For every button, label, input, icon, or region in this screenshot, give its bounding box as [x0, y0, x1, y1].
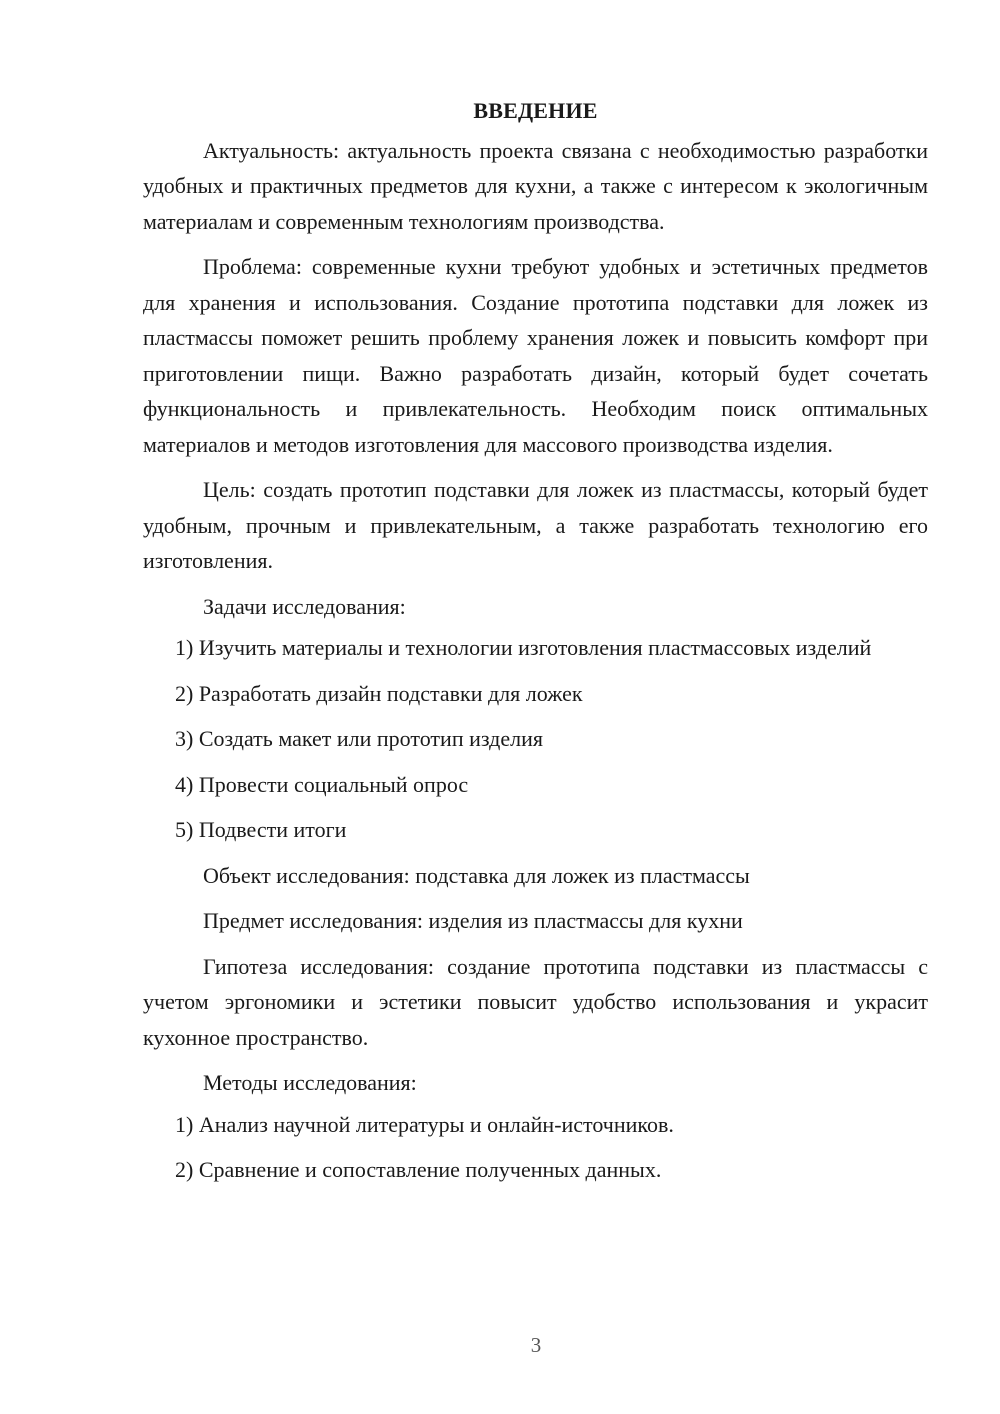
- problem-paragraph: Проблема: современные кухни требуют удобных и эстетичных предметов для хранения и использования. Создание прототипа подставки для ложек из пластмассы поможет решить проблему хранения ложек и повысить комфорт при приготовлении пищи. Важно разработать дизайн, который будет сочетать функциональность и привлекательность. Необходим поиск оптимальных материалов и методов изготовления для массового производства изделия.: [143, 254, 928, 457]
- task-item: 3) Создать макет или прототип изделия: [175, 726, 543, 751]
- methods-title: Методы исследования:: [203, 1070, 417, 1095]
- hypothesis-paragraph: Гипотеза исследования: создание прототипа подставки из пластмассы с учетом эргономики и эстетики повысит удобство использования и украсит кухонное пространство.: [143, 953, 928, 1050]
- object-paragraph: Объект исследования: подставка для ложек из пластмассы: [203, 862, 750, 888]
- task-item: 1) Изучить материалы и технологии изготовления пластмассовых изделий: [175, 635, 872, 660]
- tasks-title: Задачи исследования:: [203, 593, 406, 619]
- relevance-paragraph: Актуальность: актуальность проекта связана с необходимостью разработки удобных и практичных предметов для кухни, а также с интересом к экологичным материалам и современным технологиям производства.: [143, 137, 928, 234]
- method-item: 2) Сравнение и сопоставление полученных данных.: [175, 1157, 662, 1182]
- task-item: 4) Провести социальный опрос: [175, 771, 469, 797]
- goal-paragraph: Цель: создать прототип подставки для ложек из пластмассы, который будет удобным, прочным и привлекательным, а также разработать технологию его изготовления.: [143, 477, 928, 573]
- task-item: 2) Разработать дизайн подставки для ложек: [175, 680, 583, 706]
- section-heading: ВВЕДЕНИЕ: [473, 98, 598, 123]
- document-body: [143, 93, 928, 1198]
- task-item: 5) Подвести итоги: [175, 817, 347, 842]
- page-number: 3: [530, 1333, 542, 1357]
- subject-paragraph: Предмет исследования: изделия из пластмассы для кухни: [203, 908, 743, 933]
- method-item: 1) Анализ научной литературы и онлайн-источников.: [175, 1111, 674, 1137]
